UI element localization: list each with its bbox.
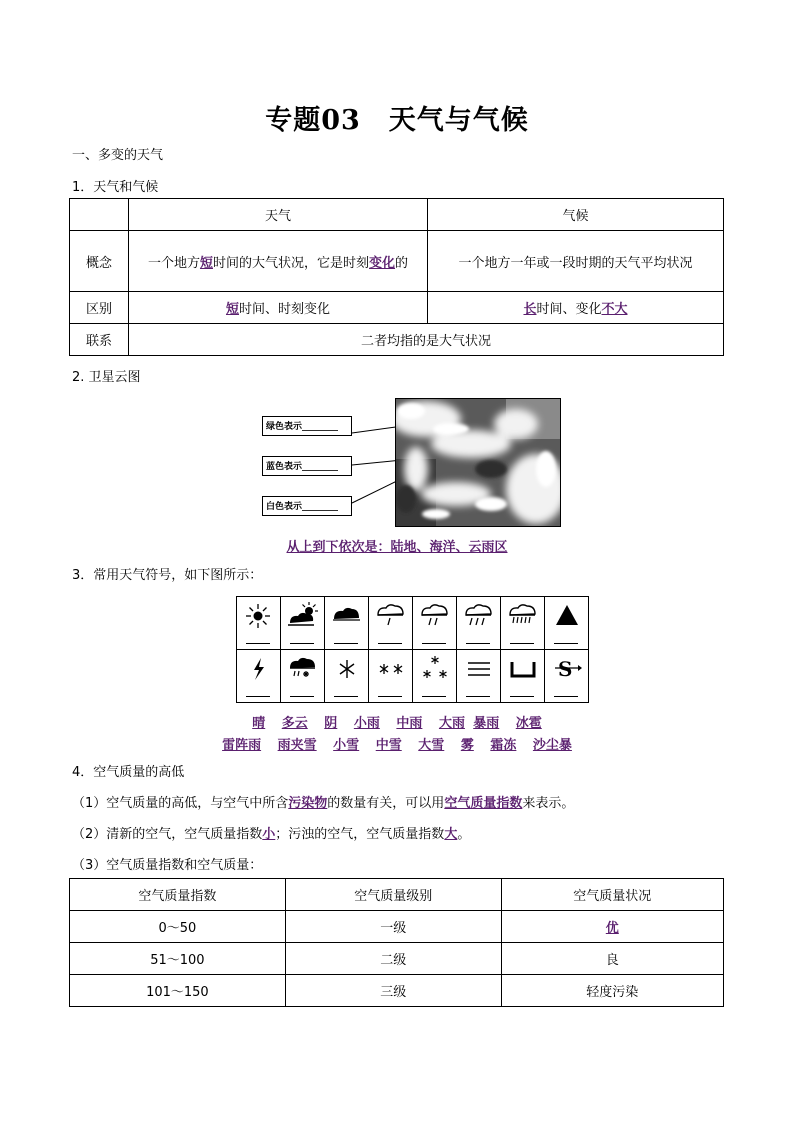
symbol-cell [457, 597, 501, 650]
symbol-cell [369, 597, 413, 650]
table-cell: 轻度污染 [501, 975, 723, 1007]
table-cell: 0～50 [70, 911, 286, 943]
table-cell: 101～150 [70, 975, 286, 1007]
paragraph: （3）空气质量指数和空气质量： [72, 858, 263, 873]
symbol-cell [545, 650, 589, 703]
table-row [70, 231, 724, 292]
table-row [70, 943, 724, 975]
frost-icon [507, 654, 539, 684]
moderate-snow-icon [375, 654, 407, 684]
table-header: 空气质量指数 [70, 879, 286, 911]
table-row [70, 911, 724, 943]
symbol-cell [413, 597, 457, 650]
table-cell: 二者均指的是大气状况 [129, 324, 724, 356]
air-quality-table [69, 878, 724, 1007]
overcast-icon [331, 601, 363, 631]
table-header: 空气质量级别 [285, 879, 501, 911]
subheading-weather-climate: 1．天气和气候 [72, 180, 159, 195]
table-cell: 三级 [285, 975, 501, 1007]
page-title: 专题03 天气与气候 [265, 105, 529, 136]
partly-cloudy-icon [287, 601, 321, 631]
subheading-symbols: 3．常用天气符号，如下图所示： [72, 568, 263, 583]
table-cell: 二级 [285, 943, 501, 975]
satellite-label: 蓝色表示________ [262, 456, 352, 476]
fog-icon [463, 654, 495, 684]
section-heading: 一、多变的天气 [72, 148, 164, 163]
symbol-cell [413, 650, 457, 703]
table-row [70, 292, 724, 324]
satellite-cloud-image [395, 398, 561, 527]
table-cell: 一级 [285, 911, 501, 943]
symbol-cell [237, 597, 281, 650]
svg-text:S: S [558, 657, 573, 681]
symbol-cell [457, 650, 501, 703]
table-cell: 一个地方一年或一段时期的天气平均状况 [428, 231, 724, 292]
table-cell: 51～100 [70, 943, 286, 975]
table-header: 气候 [428, 199, 724, 231]
row-label: 区别 [70, 292, 129, 324]
table-cell: 短时间、时刻变化 [129, 292, 428, 324]
satellite-label: 白色表示________ [262, 496, 352, 516]
symbol-cell [237, 650, 281, 703]
row-label: 概念 [70, 231, 129, 292]
table-header: 空气质量状况 [501, 879, 723, 911]
subheading-satellite: 2. 卫星云图 [72, 370, 141, 385]
satellite-label: 绿色表示________ [262, 416, 352, 436]
symbol-cell [501, 597, 545, 650]
subheading-air-quality: 4．空气质量的高低 [72, 765, 185, 780]
symbol-answers-line2: 雷阵雨 雨夹雪 小雪 中雪 大雪 雾 霜冻 沙尘暴 [222, 738, 572, 753]
hail-icon [551, 601, 583, 631]
light-rain-icon [375, 601, 407, 631]
satellite-caption: 从上到下依次是：陆地、海洋、云雨区 [286, 540, 508, 555]
table-row [70, 324, 724, 356]
heavy-rain-icon [463, 601, 495, 631]
symbol-answers-line1: 晴 多云 阴 小雨 中雨 大雨 暴雨 冰雹 [252, 716, 542, 731]
table-cell: 良 [501, 943, 723, 975]
symbol-cell [281, 650, 325, 703]
symbol-cell [545, 597, 589, 650]
symbol-cell [501, 650, 545, 703]
heavy-snow-icon [419, 654, 451, 684]
symbol-cell [325, 597, 369, 650]
satellite-figure [262, 397, 562, 527]
symbol-cell [369, 650, 413, 703]
moderate-rain-icon [419, 601, 451, 631]
sleet-icon [287, 654, 319, 684]
sandstorm-icon [551, 654, 583, 684]
table-cell: 一个地方短时间的大气状况，它是时刻变化的 [129, 231, 428, 292]
table-corner [70, 199, 129, 231]
table-row [70, 975, 724, 1007]
rainstorm-icon [507, 601, 539, 631]
weather-climate-table [69, 198, 724, 356]
table-header: 天气 [129, 199, 428, 231]
paragraph: （1）空气质量的高低，与空气中所含污染物的数量有关，可以用空气质量指数来表示。 [72, 796, 575, 811]
sun-icon [243, 601, 275, 631]
table-cell: 优 [501, 911, 723, 943]
row-label: 联系 [70, 324, 129, 356]
light-snow-icon [331, 654, 363, 684]
thunder-shower-icon [243, 654, 275, 684]
table-cell: 长时间、变化不大 [428, 292, 724, 324]
symbol-cell [281, 597, 325, 650]
weather-symbol-grid [236, 596, 589, 703]
paragraph: （2）清新的空气，空气质量指数小；污浊的空气，空气质量指数大。 [72, 827, 471, 842]
symbol-cell [325, 650, 369, 703]
